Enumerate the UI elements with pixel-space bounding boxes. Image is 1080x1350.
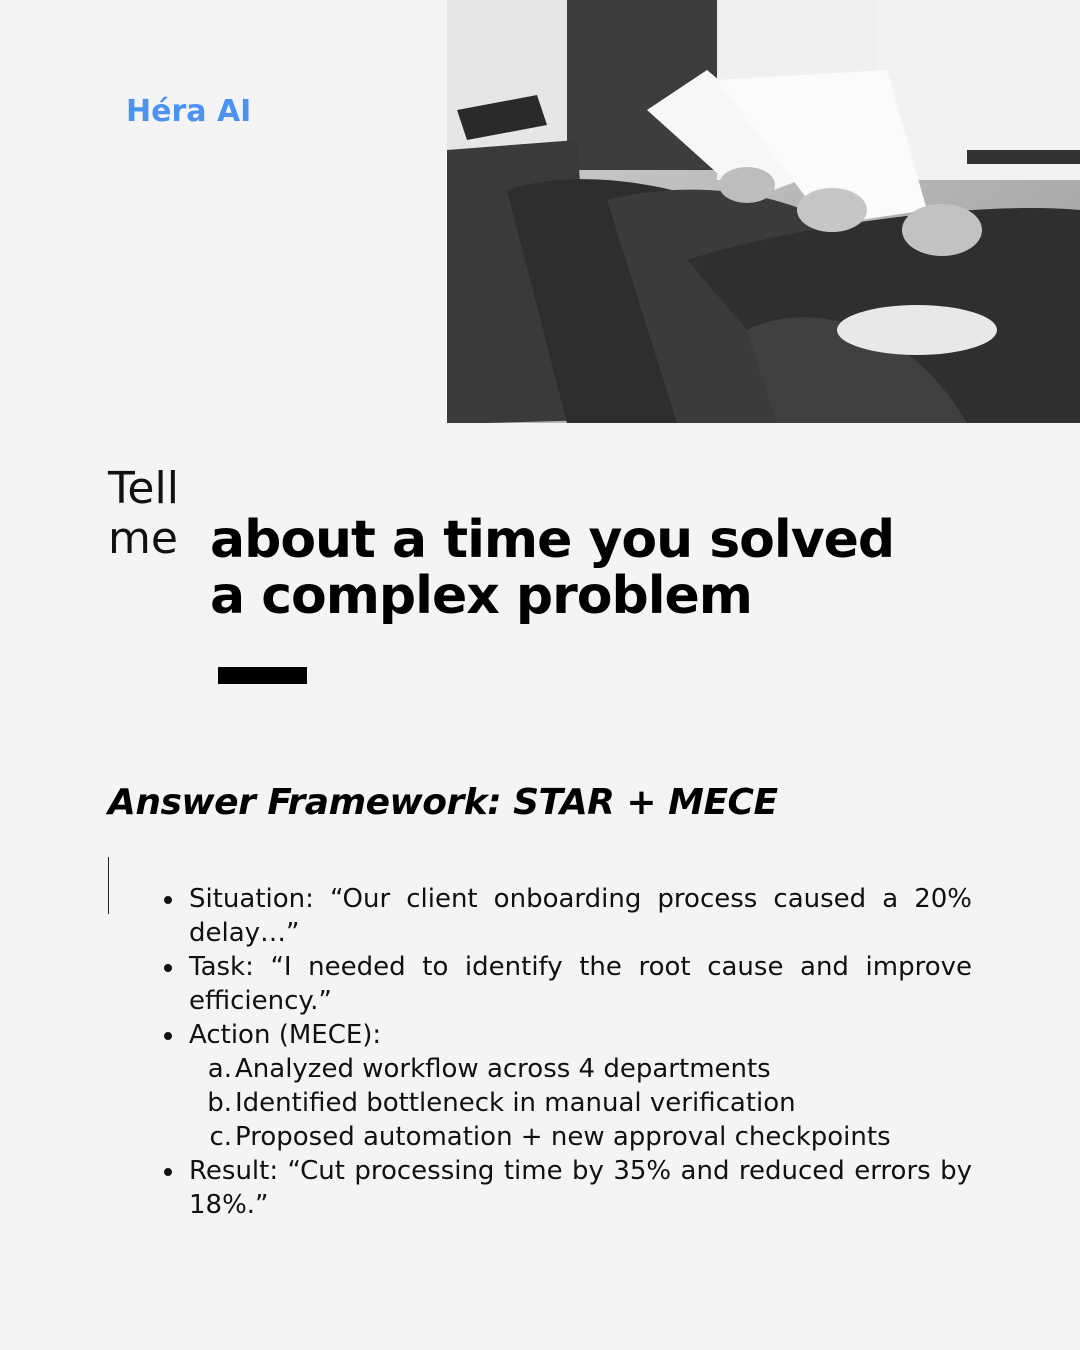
list-item-action [160, 1018, 972, 1052]
item-label: Situation: [189, 884, 314, 914]
item-label: Action (MECE): [189, 1020, 382, 1050]
step-text: Analyzed workflow across 4 departments [235, 1054, 771, 1084]
list-item-situation [160, 882, 972, 950]
action-step [160, 1086, 972, 1120]
framework-heading [108, 780, 778, 826]
list-item-result [160, 1154, 972, 1222]
item-text: “Our client onboarding process caused a 20% delay…” [189, 884, 972, 948]
action-step [160, 1052, 972, 1086]
question-prefix-line1: Tell [108, 463, 179, 514]
step-letter: a. [207, 1054, 232, 1084]
list-item-task [160, 950, 972, 1018]
bullet-icon [164, 964, 172, 972]
question-title-line1: about a time you solved [210, 510, 895, 570]
item-label: Task: [189, 952, 254, 982]
step-letter: b. [207, 1088, 232, 1118]
step-text: Identified bottleneck in manual verification [235, 1088, 796, 1118]
step-letter: c. [209, 1122, 232, 1152]
question-prefix-line2: me [108, 513, 178, 564]
bullet-icon [164, 896, 172, 904]
answer-list [160, 882, 972, 1222]
action-step [160, 1120, 972, 1154]
brand-logo: Héra AI [126, 94, 252, 129]
item-text: “Cut processing time by 35% and reduced errors by 18%.” [189, 1156, 972, 1220]
hero-photo [447, 0, 1080, 423]
question-title-line2: a complex problem [210, 566, 752, 626]
question-prefix [108, 464, 179, 564]
bullet-icon [164, 1032, 172, 1040]
item-text: “I needed to identify the root cause and improve efficiency.” [189, 952, 972, 1016]
bullet-icon [164, 1168, 172, 1176]
vertical-divider [108, 857, 109, 914]
framework-name: STAR + MECE [501, 782, 778, 823]
step-text: Proposed automation + new approval checkpoints [235, 1122, 891, 1152]
title-underline-divider [218, 667, 307, 684]
framework-label: Answer Framework [108, 782, 488, 823]
question-title [210, 512, 1030, 624]
framework-separator: : [487, 782, 502, 823]
item-label: Result: [189, 1156, 279, 1186]
